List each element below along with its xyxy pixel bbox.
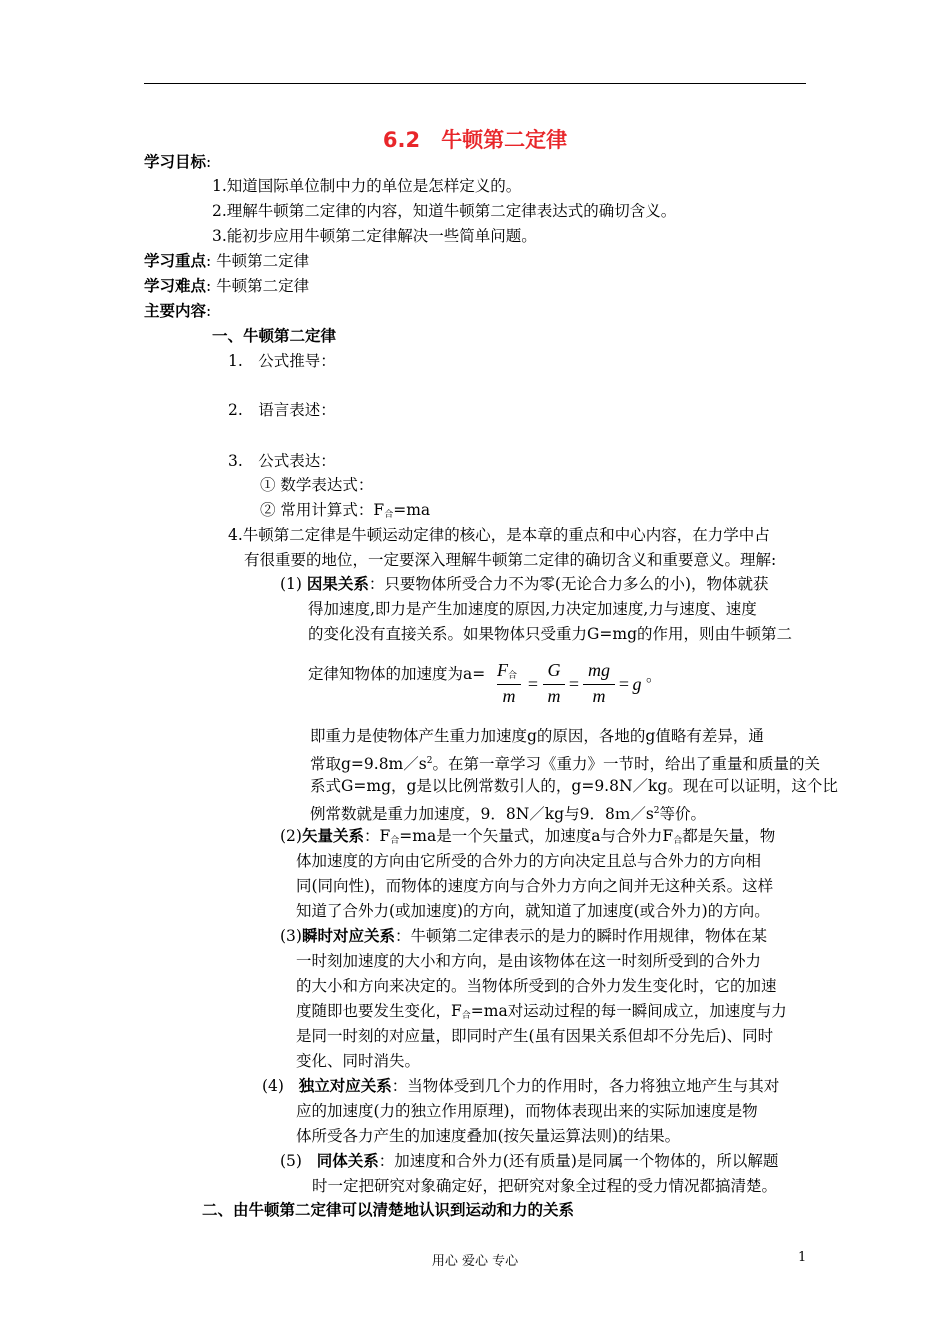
gravity-line2: 常取$g=9.8m/s^2$。在第一章学习《重力》一节时，给出了重量和质量的关 — [310, 755, 820, 774]
p5-label: 同体关系 — [316, 1152, 379, 1170]
calc-expression-post: =ma — [393, 501, 431, 519]
equals-sign: = — [618, 674, 630, 694]
equals-sign: = — [568, 674, 580, 694]
p2-number: (2) — [280, 827, 302, 845]
header-rule — [144, 83, 806, 84]
vector-line4: 知道了合外力(或加速度)的方向，就知道了加速度(或合外力)的方向。 — [296, 902, 770, 920]
instant-line2: 一时刻加速度的大小和方向，是由该物体在这一时刻所受到的合外力 — [296, 952, 762, 970]
fraction-numerator-f: $F_合$ — [496, 660, 517, 680]
cause-effect-line2: 得加速度,即力是产生加速度的原因,力决定加速度,力与速度、速度 — [308, 600, 757, 618]
section2-heading: 二、由牛顿第二定律可以清楚地认识到运动和力的关系 — [202, 1201, 575, 1219]
objective-item: 2.理解牛顿第二定律的内容，知道牛顿第二定律表达式的确切含义。 — [212, 202, 677, 220]
independent-line3: 体所受各力产生的加速度叠加(按矢量运算法则)的结果。 — [296, 1127, 681, 1145]
fraction-denominator: m — [592, 686, 606, 706]
gravity-g: g — [632, 674, 642, 694]
vector-line1: (2)矢量关系：$F_合=ma$是一个矢量式，加速度a与合外力$F_合$都是矢量，物 — [280, 827, 776, 846]
vector-line3: 同(同向性)，而物体的速度方向与合外力方向之间并无这种关系。这样 — [296, 877, 774, 895]
p4-label: 独立对应关系 — [298, 1077, 392, 1095]
fraction-bar — [543, 684, 565, 685]
section1-item2: 2. 语言表述： — [228, 401, 336, 419]
p2-label: 矢量关系 — [301, 827, 364, 845]
gravity-line4: 例常数就是重力加速度，9．8N／kg与9．$8m/s^2$等价。 — [310, 805, 707, 824]
calc-expression-pre: ② 常用计算式：F — [260, 501, 385, 519]
key-point-text: : 牛顿第二定律 — [206, 252, 310, 270]
key-point-label: 学习重点 — [144, 252, 207, 270]
main-content-heading — [144, 299, 211, 323]
p1-number: (1) — [280, 575, 302, 593]
fraction-denominator: m — [502, 686, 516, 706]
item4-line1: 4.牛顿第二定律是牛顿运动定律的核心，是本章的重点和中心内容，在力学中占 — [228, 526, 770, 544]
instant-line1: (3)瞬时对应关系：牛顿第二定律表示的是力的瞬时作用规律，物体在某 — [280, 927, 767, 945]
section1-heading: 一、牛顿第二定律 — [212, 327, 337, 345]
item4-line2: 有很重要的地位，一定要深入理解牛顿第二定律的确切含义和重要意义。理解: — [244, 551, 777, 569]
instant-line6: 变化、同时消失。 — [296, 1052, 421, 1070]
fraction-bar — [583, 684, 615, 685]
subscript-he: 合 — [384, 510, 394, 520]
fraction-numerator-mg: mg — [588, 660, 610, 680]
p1-text: ：只要物体所受合力不为零(无论合力多么的小)，物体就获 — [368, 575, 769, 593]
independent-line2: 应的加速度(力的独立作用原理)，而物体表现出来的实际加速度是物 — [296, 1102, 758, 1120]
main-content-colon: : — [206, 302, 212, 320]
objectives-label: 学习目标 — [144, 153, 207, 171]
objective-item: 3.能初步应用牛顿第二定律解决一些简单问题。 — [212, 227, 537, 245]
p3-label: 瞬时对应关系 — [301, 927, 395, 945]
p3-number: (3) — [280, 927, 302, 945]
same-body-line2: 时一定把研究对象确定好，把研究对象全过程的受力情况都搞清楚。 — [312, 1177, 778, 1195]
vector-line2: 体加速度的方向由它所受的合外力的方向决定且总与合外力的方向相 — [296, 852, 762, 870]
main-content-label: 主要内容 — [144, 302, 207, 320]
page-number: 1 — [798, 1250, 807, 1265]
same-body-line1: (5) 同体关系：加速度和合外力(还有质量)是同属一个物体的，所以解题 — [280, 1152, 779, 1170]
p4-number: (4) — [262, 1077, 284, 1095]
gravity-line1: 即重力是使物体产生重力加速度g的原因，各地的g值略有差异，通 — [310, 727, 764, 745]
cause-effect-line1 — [280, 572, 769, 596]
p1-label: 因果关系 — [306, 575, 369, 593]
formula-end: 。 — [646, 667, 662, 685]
key-point — [144, 249, 309, 273]
difficulty-text: : 牛顿第二定律 — [206, 277, 310, 295]
page-title: 6.2 牛顿第二定律 — [382, 128, 568, 152]
p5-number: (5) — [280, 1152, 302, 1170]
section1-item3: 3. 公式表达： — [228, 452, 336, 470]
objectives-colon: : — [206, 153, 212, 171]
instant-line3: 的大小和方向来决定的。当物体所受到的合外力发生变化时，它的加速 — [296, 977, 777, 995]
fraction-bar — [497, 684, 521, 685]
cause-effect-line4: 定律知物体的加速度为a= — [308, 665, 486, 683]
fraction-numerator-g: G — [547, 660, 561, 680]
equals-sign: = — [527, 674, 539, 694]
section1-item1: 1. 公式推导： — [228, 352, 336, 370]
objectives-heading — [144, 150, 211, 174]
cause-effect-line3: 的变化没有直接关系。如果物体只受重力G=mg的作用，则由牛顿第二 — [308, 625, 792, 643]
difficulty — [144, 274, 309, 298]
gravity-line3: 系式G=mg，g是以比例常数引人的，g=9.8N／kg。现在可以证明，这个比 — [310, 777, 838, 795]
difficulty-label: 学习难点 — [144, 277, 207, 295]
fraction-denominator: m — [547, 686, 561, 706]
instant-line5: 是同一时刻的对应量，即同时产生(虽有因果关系但却不分先后)、同时 — [296, 1027, 774, 1045]
independent-line1: (4) 独立对应关系：当物体受到几个力的作用时，各力将独立地产生与其对 — [262, 1077, 780, 1095]
instant-line4: 度随即也要发生变化，$F_合=ma$对运动过程的每一瞬间成立，加速度与力 — [296, 1002, 787, 1021]
objective-item: 1.知道国际单位制中力的单位是怎样定义的。 — [212, 177, 522, 195]
footer-motto: 用心 爱心 专心 — [431, 1254, 519, 1269]
math-expression: ① 数学表达式： — [260, 476, 374, 494]
